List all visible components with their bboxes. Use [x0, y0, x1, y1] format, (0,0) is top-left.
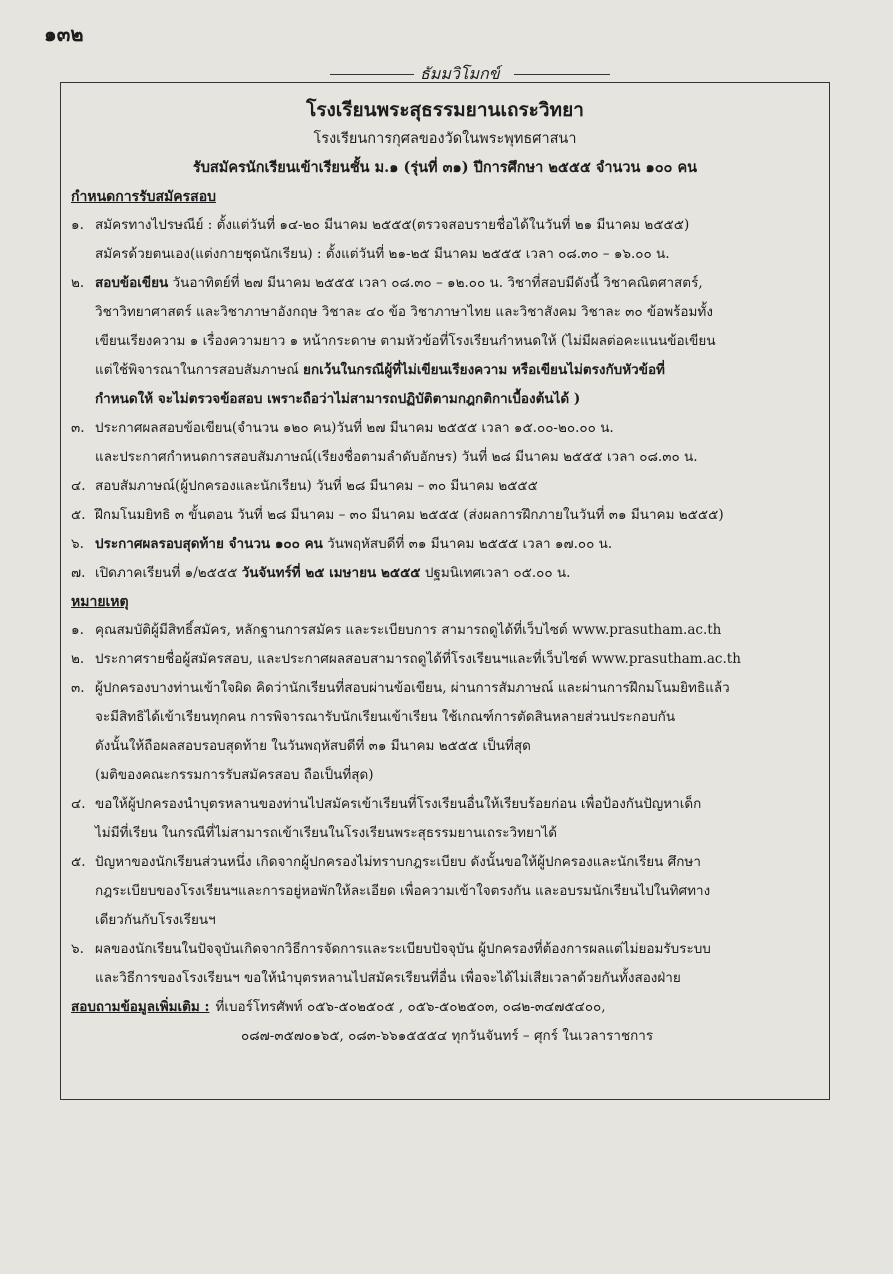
school-subtitle: โรงเรียนการกุศลของวัดในพระพุทธศาสนา	[313, 131, 577, 147]
item-text: แต่ใช้พิจารณาในการสอบสัมภาษณ์	[95, 362, 304, 378]
schedule-item	[71, 530, 819, 559]
note-item	[71, 790, 819, 848]
item-line: ผู้ปกครองบางท่านเข้าใจผิด คิดว่านักเรียนที่สอบผ่านข้อเขียน, ผ่านการสัมภาษณ์ และผ่านการฝึกมโนมยิทธิแล้ว	[95, 680, 730, 696]
item-line	[95, 356, 819, 385]
item-number: ๓.	[71, 420, 85, 436]
item-line: จะมีสิทธิได้เข้าเรียนทุกคน การพิจารณารับนักเรียนเข้าเรียน ใช้เกณฑ์การตัดสินหลายส่วนประกอบกัน	[95, 709, 676, 725]
note-item	[71, 674, 819, 790]
masthead-rule-left	[330, 74, 414, 75]
note-item	[71, 848, 819, 935]
item-line: วิชาวิทยาศาสตร์ และวิชาภาษาอังกฤษ วิชาละ ๔๐ ข้อ วิชาภาษาไทย และวิชาสังคม วิชาละ ๓๐ ข้อพร้อมทั้ง	[95, 304, 713, 320]
masthead-rule-right	[514, 74, 610, 75]
schedule-item	[71, 269, 819, 414]
item-text: ปฐมนิเทศเวลา ๐๕.๐๐ น.	[420, 565, 571, 581]
school-name: โรงเรียนพระสุธรรมยานเถระวิทยา	[306, 99, 584, 121]
item-line: สมัครทางไปรษณีย์ : ตั้งแต่วันที่ ๑๔-๒๐ มีนาคม ๒๕๕๕(ตรวจสอบรายชื่อได้ในวันที่ ๒๑ มีนาคม ๒๕๕๕)	[95, 217, 690, 233]
item-line: สมัครด้วยตนเอง(แต่งกายชุดนักเรียน) : ตั้งแต่วันที่ ๒๑-๒๕ มีนาคม ๒๕๕๕ เวลา ๐๘.๓๐ – ๑๖.๐๐ น.	[95, 246, 670, 262]
item-number: ๕.	[71, 507, 86, 523]
item-text: วันอาทิตย์ที่ ๒๗ มีนาคม ๒๕๕๕ เวลา ๐๘.๓๐ – ๑๒.๐๐ น. วิชาที่สอบมีดังนี้ วิชาคณิตศาสตร์,	[168, 275, 703, 291]
item-line: ประกาศผลสอบข้อเขียน(จำนวน ๑๒๐ คน)วันที่ ๒๗ มีนาคม ๒๕๕๕ เวลา ๑๕.๐๐-๒๐.๐๐ น.	[95, 420, 614, 436]
item-line: และวิธีการของโรงเรียนฯ ขอให้นำบุตรหลานไปสมัครเรียนที่อื่น เพื่อจะได้ไม่เสียเวลาด้วยกันทั้งสองฝ่าย	[95, 970, 681, 986]
announcement-box	[60, 82, 830, 1100]
bold-label: สอบข้อเขียน	[95, 275, 169, 291]
schedule-heading: กำหนดการรับสมัครสอบ	[71, 189, 216, 205]
item-line: ดังนั้นให้ถือผลสอบรอบสุดท้าย ในวันพฤหัสบดีที่ ๓๑ มีนาคม ๒๕๕๕ เป็นที่สุด	[95, 738, 531, 754]
item-text: เปิดภาคเรียนที่ ๑/๒๕๕๕	[95, 565, 242, 581]
item-number: ๒.	[71, 275, 85, 291]
item-line: (มติของคณะกรรมการรับสมัครสอบ ถือเป็นที่สุด)	[95, 767, 374, 783]
schedule-item	[71, 501, 819, 530]
item-number: ๕.	[71, 854, 86, 870]
page-number: ๑๓๒	[44, 22, 84, 46]
bold-label: วันจันทร์ที่ ๒๕ เมษายน ๒๕๕๕	[241, 565, 421, 581]
bold-text: กำหนดให้ จะไม่ตรวจข้อสอบ เพราะถือว่าไม่สามารถปฏิบัติตามกฎกติกาเบื้องต้นได้ )	[95, 391, 581, 407]
note-item	[71, 645, 819, 674]
item-text: วันพฤหัสบดีที่ ๓๑ มีนาคม ๒๕๕๕ เวลา ๑๗.๐๐ น.	[322, 536, 613, 552]
schedule-item	[71, 559, 819, 588]
schedule-item	[71, 472, 819, 501]
schedule-item	[71, 211, 819, 269]
item-number: ๖.	[71, 536, 84, 552]
note-item	[71, 935, 819, 993]
item-line: ปัญหาของนักเรียนส่วนหนึ่ง เกิดจากผู้ปกครองไม่ทราบกฎระเบียบ ดังนั้นขอให้ผู้ปกครองและนักเรียน ศึกษา	[95, 854, 701, 870]
notes-heading: หมายเหตุ	[71, 594, 129, 610]
item-number: ๗.	[71, 565, 86, 581]
item-number: ๑.	[71, 217, 84, 233]
item-number: ๓.	[71, 680, 85, 696]
item-line: เขียนเรียงความ ๑ เรื่องความยาว ๑ หน้ากระดาษ ตามหัวข้อที่โรงเรียนกำหนดให้ (ไม่มีผลต่อคะแนนข้อเขียน	[95, 333, 716, 349]
item-number: ๖.	[71, 941, 84, 957]
contact-phones-cont: ๐๘๗-๓๕๗๐๑๖๕, ๐๘๓-๖๖๑๕๕๕๔ ทุกวันจันทร์ – ศุกร์ ในเวลาราชการ	[241, 1028, 654, 1044]
item-line: ประกาศรายชื่อผู้สมัครสอบ, และประกาศผลสอบสามารถดูได้ที่โรงเรียนฯและที่เว็บไซต์ www.prasutham.ac.th	[95, 651, 741, 667]
item-number: ๒.	[71, 651, 85, 667]
item-line: คุณสมบัติผู้มีสิทธิ์สมัคร, หลักฐานการสมัคร และระเบียบการ สามารถดูได้ที่เว็บไซต์ www.prasutham.ac.th	[95, 622, 722, 638]
item-line: ผลของนักเรียนในปัจจุบันเกิดจากวิธีการจัดการและระเบียบปัจจุบัน ผู้ปกครองที่ต้องการผลแต่ไม่ยอมรับระบบ	[95, 941, 711, 957]
item-number: ๔.	[71, 796, 86, 812]
column-title: ธัมมวิโมกข์	[420, 64, 500, 83]
item-line: ไม่มีที่เรียน ในกรณีที่ไม่สามารถเข้าเรียนในโรงเรียนพระสุธรรมยานเถระวิทยาได้	[95, 825, 558, 841]
item-line: และประกาศกำหนดการสอบสัมภาษณ์(เรียงชื่อตามลำดับอักษร) วันที่ ๒๘ มีนาคม ๒๕๕๕ เวลา ๐๘.๓๐ น.	[95, 449, 698, 465]
enrollment-heading: รับสมัครนักเรียนเข้าเรียนชั้น ม.๑ (รุ่นที่ ๓๑) ปีการศึกษา ๒๕๕๕ จำนวน ๑๐๐ คน	[192, 159, 698, 176]
item-line	[95, 269, 819, 298]
item-line	[95, 530, 819, 559]
item-line: ขอให้ผู้ปกครองนำบุตรหลานของท่านไปสมัครเข้าเรียนที่โรงเรียนอื่นให้เรียบร้อยก่อน เพื่อป้องกันปัญหาเด็ก	[95, 796, 702, 812]
contact-phones: ที่เบอร์โทรศัพท์ ๐๕๖-๕๐๒๕๐๕ , ๐๕๖-๕๐๒๕๐๓, ๐๘๒-๓๔๗๕๔๐๐,	[215, 999, 606, 1015]
schedule-item	[71, 414, 819, 472]
item-line	[95, 559, 819, 588]
item-line: สอบสัมภาษณ์(ผู้ปกครองและนักเรียน) วันที่ ๒๘ มีนาคม – ๓๐ มีนาคม ๒๕๕๕	[95, 478, 538, 494]
item-number: ๑.	[71, 622, 84, 638]
contact-label: สอบถามข้อมูลเพิ่มเติม :	[71, 999, 210, 1015]
item-line: เดียวกันกับโรงเรียนฯ	[95, 912, 216, 928]
item-number: ๔.	[71, 478, 86, 494]
bold-text: ยกเว้นในกรณีผู้ที่ไม่เขียนเรียงความ หรือเขียนไม่ตรงกับหัวข้อที่	[303, 362, 665, 378]
contact-info	[71, 993, 819, 1022]
item-line: กฎระเบียบของโรงเรียนฯและการอยู่หอพักให้ละเอียด เพื่อความเข้าใจตรงกัน และอบรมนักเรียนไปในทิศทาง	[95, 883, 711, 899]
bold-label: ประกาศผลรอบสุดท้าย จำนวน ๑๐๐ คน	[95, 536, 323, 552]
item-line: ฝึกมโนมยิทธิ ๓ ขั้นตอน วันที่ ๒๘ มีนาคม – ๓๐ มีนาคม ๒๕๕๕ (ส่งผลการฝึกภายในวันที่ ๓๑ มีนาคม ๒๕๕๕)	[95, 507, 724, 523]
note-item	[71, 616, 819, 645]
item-line	[95, 385, 819, 414]
